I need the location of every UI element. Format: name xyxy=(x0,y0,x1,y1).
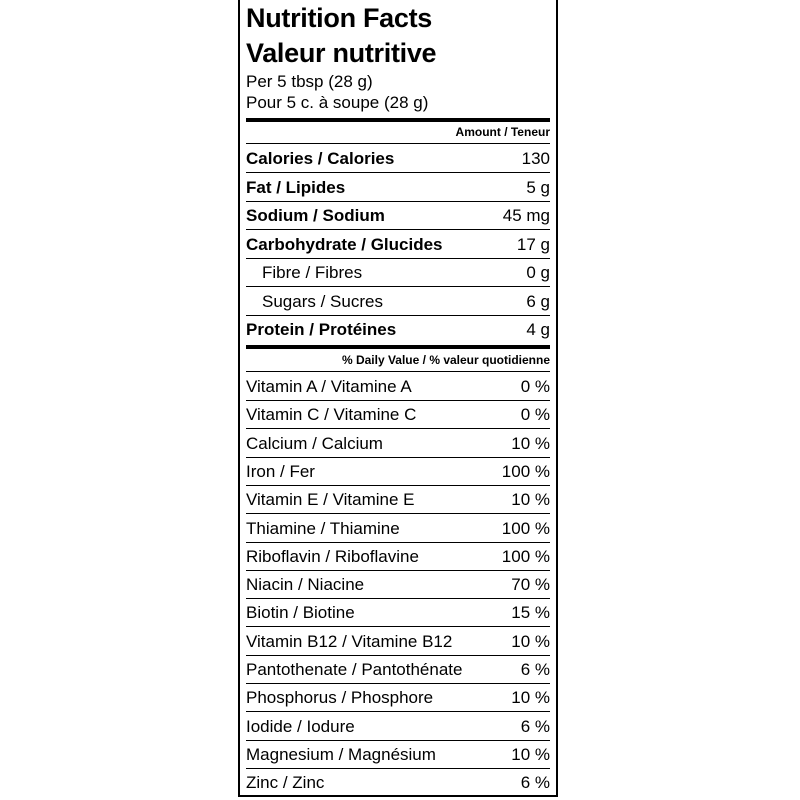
nutrient-value: 0 % xyxy=(520,377,550,396)
nutrient-value: 70 % xyxy=(511,575,550,595)
nutrient-value: 0 g xyxy=(526,263,550,282)
nutrient-row xyxy=(246,174,550,202)
nutrient-value: 6 % xyxy=(520,660,550,679)
thick-divider xyxy=(246,118,550,122)
serving-size-french: Pour 5 c. à soupe (28 g) xyxy=(246,93,429,112)
amount-header: Amount / Teneur xyxy=(455,125,550,139)
nutrient-label: Biotin / Biotine xyxy=(246,603,355,623)
nutrient-row xyxy=(246,430,550,458)
nutrient-row xyxy=(246,656,550,684)
nutrient-label: Pantothenate / Pantothénate xyxy=(246,660,463,679)
nutrient-value: 5 g xyxy=(526,177,550,197)
nutrient-value: 10 % xyxy=(511,744,550,764)
nutrient-label: Vitamin A / Vitamine A xyxy=(246,377,412,396)
nutrient-row xyxy=(246,543,550,571)
nutrient-value: 6 % xyxy=(520,773,550,793)
nutrient-value: 10 % xyxy=(511,688,550,708)
nutrient-label: Sodium / Sodium xyxy=(246,206,385,225)
nutrient-value: 100 % xyxy=(501,518,550,538)
nutrient-label: Thiamine / Thiamine xyxy=(246,518,400,538)
nutrient-label: Fat / Lipides xyxy=(246,177,346,197)
nutrient-label: Sugars / Sucres xyxy=(262,291,383,311)
nutrient-row xyxy=(246,769,550,796)
nutrient-value: 130 xyxy=(521,149,550,168)
nutrient-label: Carbohydrate / Glucides xyxy=(246,234,443,254)
nutrient-label: Phosphorus / Phosphore xyxy=(246,688,434,708)
nutrient-label: Calcium / Calcium xyxy=(246,433,383,453)
nutrient-value: 45 mg xyxy=(502,206,550,225)
nutrient-label: Vitamin C / Vitamine C xyxy=(246,405,417,425)
nutrient-row xyxy=(246,202,550,230)
nutrient-row xyxy=(246,571,550,599)
nutrient-label: Fibre / Fibres xyxy=(262,263,363,282)
title-french: Valeur nutritive xyxy=(246,38,437,68)
nutrient-row xyxy=(246,515,550,543)
nutrient-row xyxy=(246,231,550,259)
nutrient-label: Vitamin E / Vitamine E xyxy=(246,490,415,510)
nutrient-row xyxy=(246,599,550,627)
nutrient-value: 17 g xyxy=(516,234,550,254)
daily-value-header: % Daily Value / % valeur quotidienne xyxy=(341,353,550,367)
nutrient-value: 6 % xyxy=(520,716,550,736)
nutrient-value: 10 % xyxy=(511,490,550,510)
nutrient-label: Zinc / Zinc xyxy=(246,773,325,793)
nutrient-row xyxy=(246,145,550,173)
nutrient-row xyxy=(246,713,550,741)
nutrient-value: 4 g xyxy=(526,320,550,339)
title-english: Nutrition Facts xyxy=(246,3,433,33)
nutrient-label: Iron / Fer xyxy=(246,461,315,481)
thin-divider xyxy=(246,143,550,144)
nutrient-value: 100 % xyxy=(501,546,550,566)
nutrient-row xyxy=(246,288,550,316)
nutrition-facts-panel xyxy=(238,0,558,797)
nutrient-row xyxy=(246,741,550,769)
serving-size-english: Per 5 tbsp (28 g) xyxy=(246,72,373,91)
nutrient-label: Riboflavin / Riboflavine xyxy=(246,546,419,566)
nutrient-label: Niacin / Niacine xyxy=(246,575,365,595)
nutrient-label: Magnesium / Magnésium xyxy=(246,744,436,764)
nutrient-row xyxy=(246,628,550,656)
nutrient-value: 0 % xyxy=(520,405,550,425)
nutrient-value: 10 % xyxy=(511,631,550,651)
nutrient-value: 10 % xyxy=(511,433,550,453)
nutrient-row xyxy=(246,401,550,429)
nutrient-value: 100 % xyxy=(501,461,550,481)
nutrient-label: Vitamin B12 / Vitamine B12 xyxy=(246,631,453,651)
thin-divider xyxy=(246,371,550,372)
nutrient-row xyxy=(246,486,550,514)
nutrient-row xyxy=(246,458,550,486)
nutrient-row xyxy=(246,316,550,343)
nutrient-row xyxy=(246,259,550,287)
nutrient-row xyxy=(246,684,550,712)
nutrient-label: Calories / Calories xyxy=(246,149,395,168)
nutrient-label: Protein / Protéines xyxy=(246,320,397,339)
nutrient-label: Iodide / Iodure xyxy=(246,716,355,736)
nutrient-value: 15 % xyxy=(511,603,550,623)
nutrient-value: 6 g xyxy=(526,291,550,311)
nutrient-row xyxy=(246,373,550,401)
thick-divider xyxy=(246,345,550,349)
